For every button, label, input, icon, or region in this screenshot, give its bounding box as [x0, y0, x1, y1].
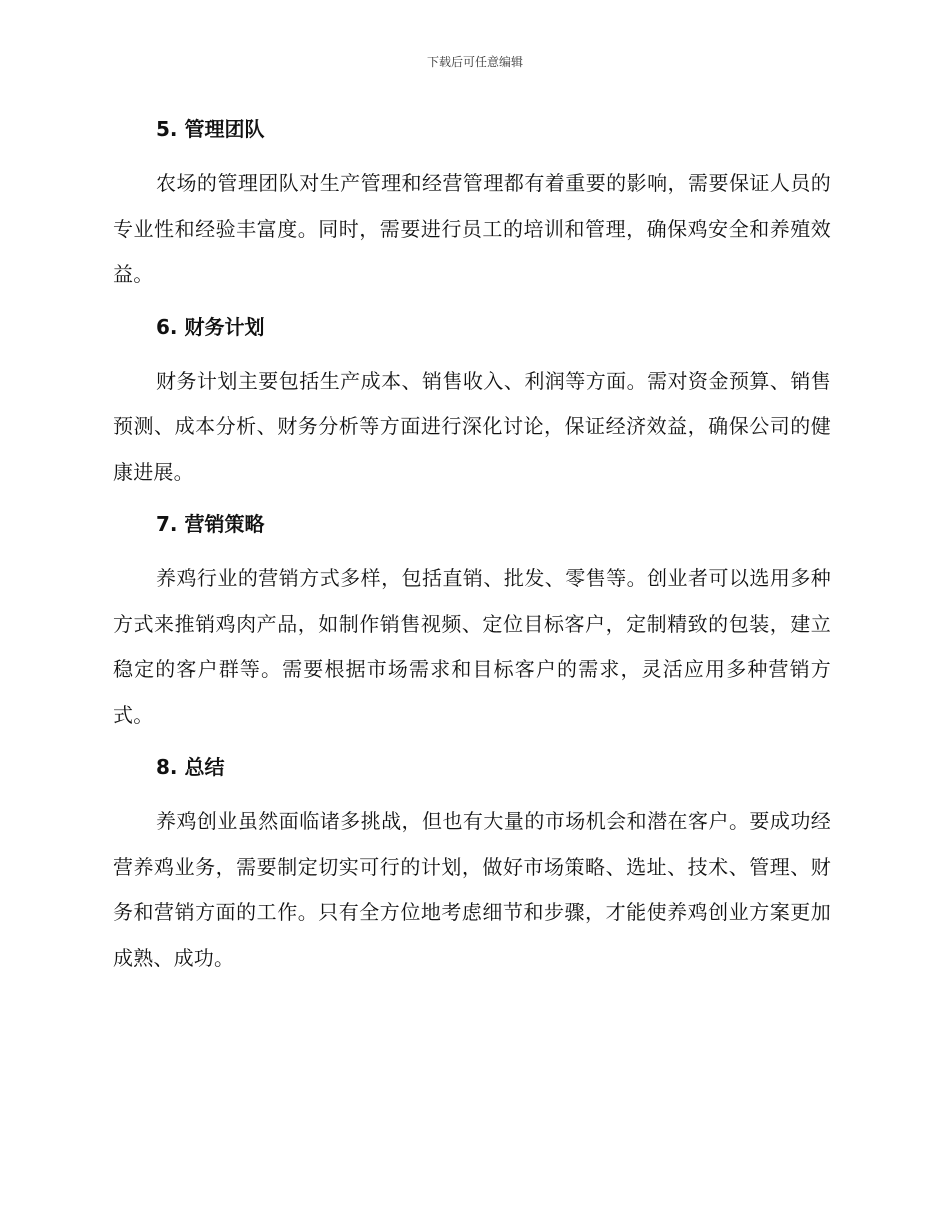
- section-body-management-team: 农场的管理团队对生产管理和经营管理都有着重要的影响，需要保证人员的专业性和经验丰富度。同时，需要进行员工的培训和管理，确保鸡安全和养殖效益。: [113, 171, 831, 286]
- section-title-management-team: 5. 管理团队: [156, 117, 265, 141]
- section-title-marketing-strategy: 7. 营销策略: [156, 512, 265, 536]
- document-body: [113, 112, 831, 993]
- section-body-marketing-strategy: 养鸡行业的营销方式多样，包括直销、批发、零售等。创业者可以选用多种方式来推销鸡肉产品，如制作销售视频、定位目标客户，定制精致的包装，建立稳定的客户群等。需要根据市场需求和目标客户的需求，灵活应用多种营销方式。: [113, 566, 831, 727]
- section-title-summary: 8. 总结: [156, 755, 225, 779]
- header-note: 下载后可任意编辑: [426, 55, 523, 69]
- section-body-financial-plan: 财务计划主要包括生产成本、销售收入、利润等方面。需对资金预算、销售预测、成本分析、财务分析等方面进行深化讨论，保证经济效益，确保公司的健康进展。: [113, 368, 831, 484]
- section-body-summary: 养鸡创业虽然面临诸多挑战，但也有大量的市场机会和潜在客户。要成功经营养鸡业务，需要制定切实可行的计划，做好市场策略、选址、技术、管理、财务和营销方面的工作。只有全方位地考虑细节和步骤，才能使养鸡创业方案更加成熟、成功。: [113, 809, 831, 970]
- section-title-financial-plan: 6. 财务计划: [156, 314, 265, 339]
